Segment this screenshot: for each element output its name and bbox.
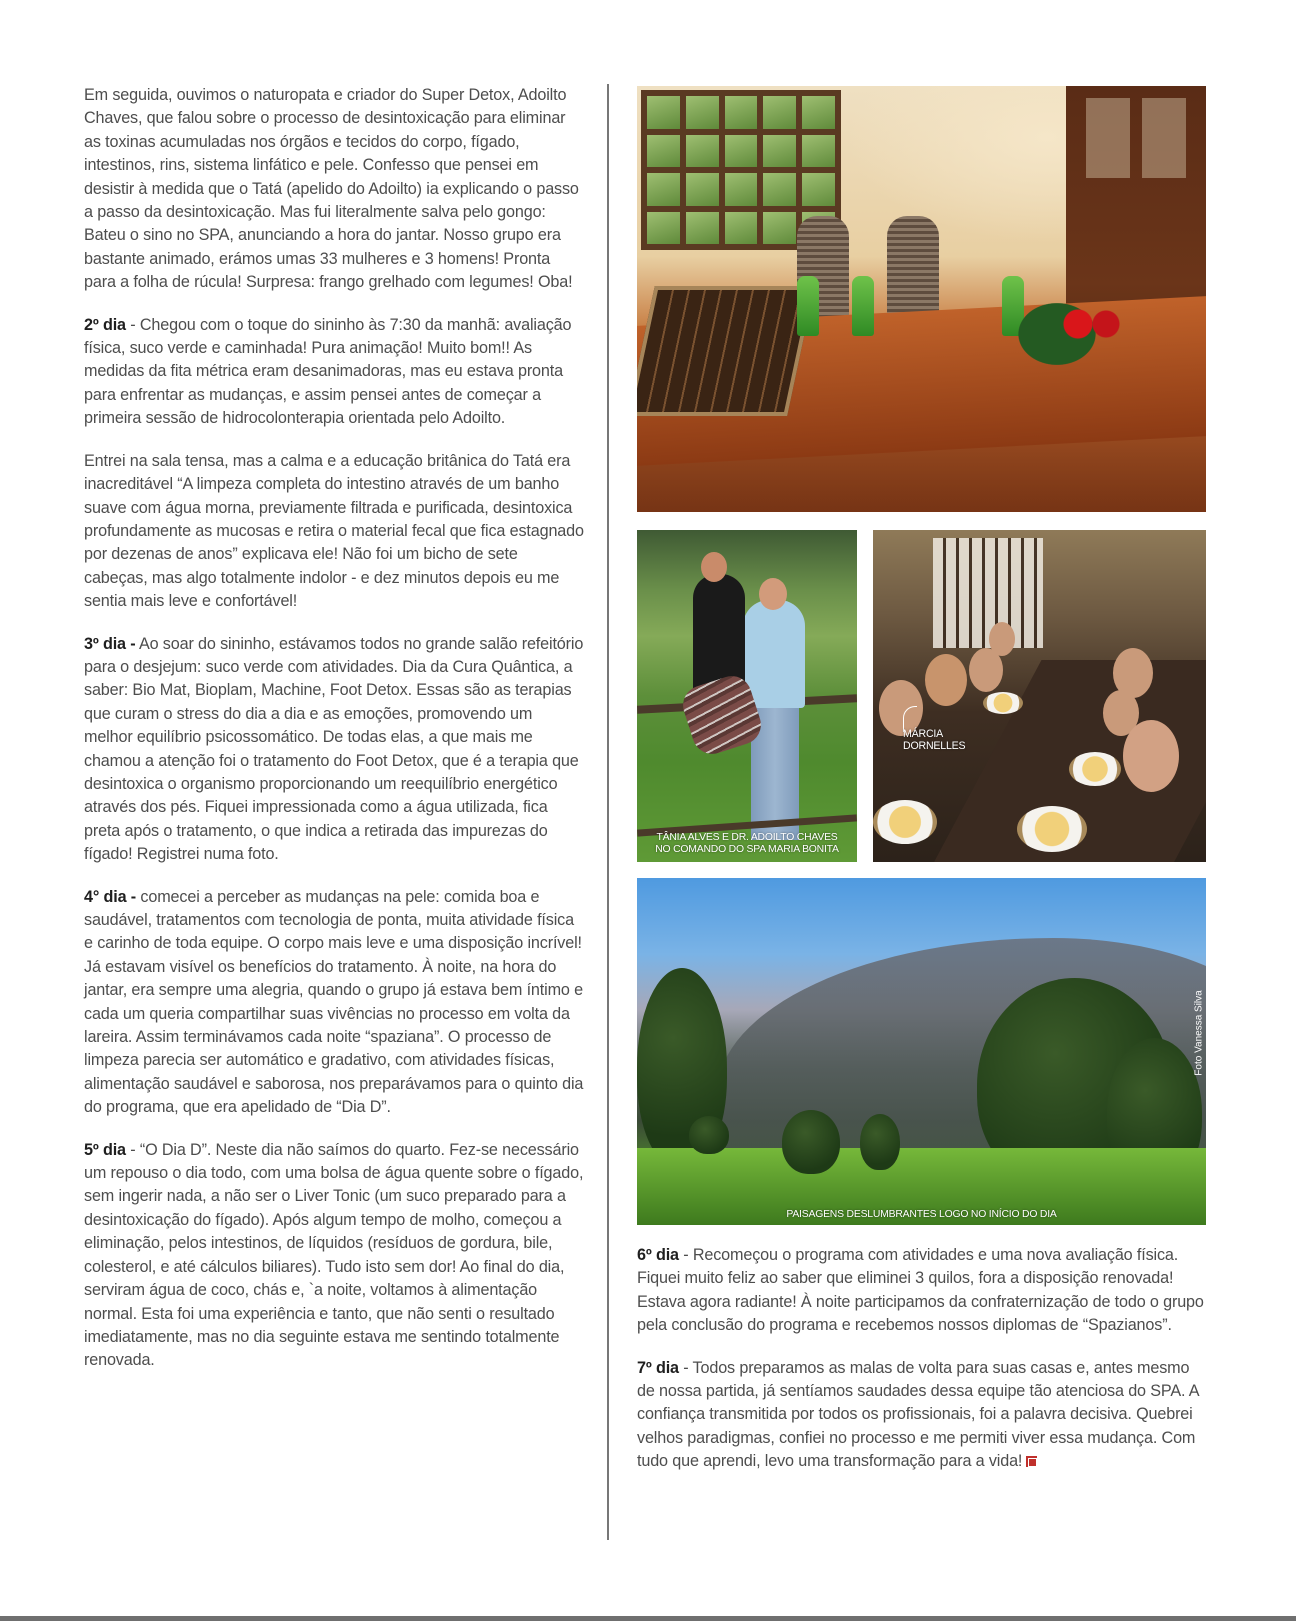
paragraph-day-7: 7º dia - Todos preparamos as malas de volta para suas casas e, antes mesmo de nossa partida, já sentíamos saudades dessa equipe tão atenciosa do SPA. A confiança transmitida por todos os profissionais, foi a palavra decisiva. Quebrei velhos paradigmas, confiei no processo e me permiti viver essa mudança. Com tudo que aprendi, levo uma transformação para a vida! bbox=[637, 1358, 1199, 1471]
tree bbox=[689, 1116, 729, 1154]
dining-windows bbox=[933, 538, 1043, 648]
photo-caption-landscape: PAISAGENS DESLUMBRANTES LOGO NO INÍCIO DO DIA bbox=[786, 1209, 1057, 1220]
paragraph-hydrocolon: Entrei na sala tensa, mas a calma e a educação britânica do Tatá era inacreditável “A limpeza completa do intestino através de um banho suave com água morna, previamente filtrada e purificada, desintoxica profundamente as mucosas e retira o material fecal que fica estagnado por dezenas de anos” explicava ele! Não foi um bicho de sete cabeças, mas algo totalmente indolor - e dez minutos depois eu me sentia mais leve e confortável! bbox=[84, 451, 584, 611]
day-heading: 6º dia bbox=[637, 1246, 679, 1264]
guest-face bbox=[989, 622, 1015, 656]
day-heading: 2º dia bbox=[84, 315, 126, 334]
soup-bowl bbox=[1017, 806, 1087, 852]
person-head bbox=[701, 552, 727, 582]
person-head bbox=[759, 578, 787, 610]
tree bbox=[782, 1110, 840, 1174]
page-bottom-edge bbox=[0, 1616, 1296, 1621]
paragraph-day-6: 6º dia - Recomeçou o programa com atividades e uma nova avaliação física. Fiquei muito feliz ao saber que eliminei 3 quilos, fora a disposição renovada! Estava agora radiante! À noite participamos da confraternização de todo o grupo pela conclusão do programa e recebemos nossos diplomas de “Spazianos”. bbox=[637, 1246, 1204, 1335]
photo-label-marcia: MÁRCIA DORNELLES bbox=[903, 728, 966, 752]
soup-bowl bbox=[873, 800, 937, 844]
photo-credit: Foto Vanessa Silva bbox=[1193, 990, 1205, 1076]
photo-caption-couple: TÂNIA ALVES E DR. ADOILTO CHAVES NO COMANDO DO SPA MARIA BONITA bbox=[655, 832, 839, 855]
paragraph-day-3: 3º dia - Ao soar do sininho, estávamos todos no grande salão refeitório para o desjejum: suco verde com atividades. Dia da Cura Quântica, a saber: Bio Mat, Bioplam, Machine, Foot Detox. Essas são as terapias que curam o stress do dia a dia e as emoções, promovendo um melhor equilíbrio psicossomático. De todas elas, a que mais me chamou a atenção foi o tratamento do Foot Detox, que é a terapia que desintoxica o organismo proporcionando um reequilíbrio energético através dos pés. Fiquei impressionada como a água utilizada, fica preta após o tratamento, o que indica a retirada das impurezas do fígado! Registrei numa foto. bbox=[84, 634, 584, 864]
guest-face bbox=[925, 654, 967, 706]
paragraph-day-4: 4° dia - comecei a perceber as mudanças na pele: comida boa e saudável, tratamentos com tecnologia de ponta, muita atividade física e carinho de toda equipe. O corpo mais leve e uma disposição incrível! Já estavam visível os benefícios do tratamento. À noite, na hora do jantar, era sempre uma alegria, quando o grupo já estava bem íntimo e cada um queria compartilhar suas vivências no processo em volta da lareira. Assim terminávamos cada noite “spaziana”. O processo de limpeza parecia ser automático e gradativo, com atividades físicas, alimentação saudável e saborosa, nos preparávamos para o quinto dia do programa, que era apelidado de “Dia D”. bbox=[84, 887, 584, 1117]
wheatgrass-glass bbox=[797, 276, 819, 336]
day-heading: 4° dia - bbox=[84, 887, 137, 906]
left-text-column bbox=[84, 84, 584, 1392]
red-anthurium-flowers bbox=[1057, 304, 1127, 344]
photo-landscape bbox=[637, 878, 1206, 1225]
right-text-column bbox=[637, 1244, 1207, 1493]
photo-tania-adoilto bbox=[637, 530, 857, 862]
column-divider bbox=[607, 84, 609, 1540]
wheatgrass-glass bbox=[852, 276, 874, 336]
paragraph-day-5: 5º dia - “O Dia D”. Neste dia não saímos do quarto. Fez-se necessário um repouso o dia todo, com uma bolsa de água quente sobre o fígado, sem ingerir nada, a não ser o Liver Tonic (um suco preparado para a desintoxicação do fígado). Após algum tempo de molho, começou a eliminação, pelos intestinos, de líquidos (resíduos de gordura, bile, colesterol, e até cálculos biliares). Tudo isto sem dor! Ao final do dia, serviram água de coco, chás e, `a noite, voltamos à alimentação normal. Esta foi uma experiência e tanto, que não senti o resultado imediatamente, mas no dia seguinte estava me sentindo totalmente renovada. bbox=[84, 1140, 584, 1370]
day-heading: 3º dia - bbox=[84, 634, 136, 653]
photo-spa-table bbox=[637, 86, 1206, 512]
person-man bbox=[743, 600, 805, 708]
guest-face bbox=[1123, 720, 1179, 792]
seed-tray bbox=[637, 286, 815, 416]
end-of-article-square-icon bbox=[1026, 1456, 1037, 1467]
paragraph-intro: Em seguida, ouvimos o naturopata e criador do Super Detox, Adoilto Chaves, que falou sobre o processo de desintoxicação para eliminar as toxinas acumuladas nos órgãos e tecidos do corpo, fígado, intestinos, rins, sistema linfático e pele. Confesso que pensei em desistir à medida que o Tatá (apelido do Adoilto) ia explicando o passo a passo da desintoxicação. Mas fui literalmente salva pelo gongo: Bateu o sino no SPA, anunciando a hora do jantar. Nosso grupo era bastante animado, erámos umas 33 mulheres e 3 homens! Pronta para a folha de rúcula! Surpresa: frango grelhado com legumes! Oba! bbox=[84, 86, 579, 292]
day-heading: 5º dia bbox=[84, 1140, 126, 1159]
soup-bowl bbox=[1069, 752, 1121, 786]
tree bbox=[860, 1114, 900, 1170]
photo-group-dinner bbox=[873, 530, 1206, 862]
day-heading: 7º dia bbox=[637, 1358, 679, 1377]
paragraph-day-2: 2º dia - Chegou com o toque do sininho às 7:30 da manhã: avaliação física, suco verde e caminhada! Pura animação! Muito bom!! As medidas da fita métrica eram desanimadoras, mas eu estava pronta para enfrentar as mudanças, e assim pensei antes de começar a primeira sessão de hidrocolonterapia orientada pelo Adoilto. bbox=[84, 315, 572, 428]
soup-bowl bbox=[983, 692, 1023, 714]
